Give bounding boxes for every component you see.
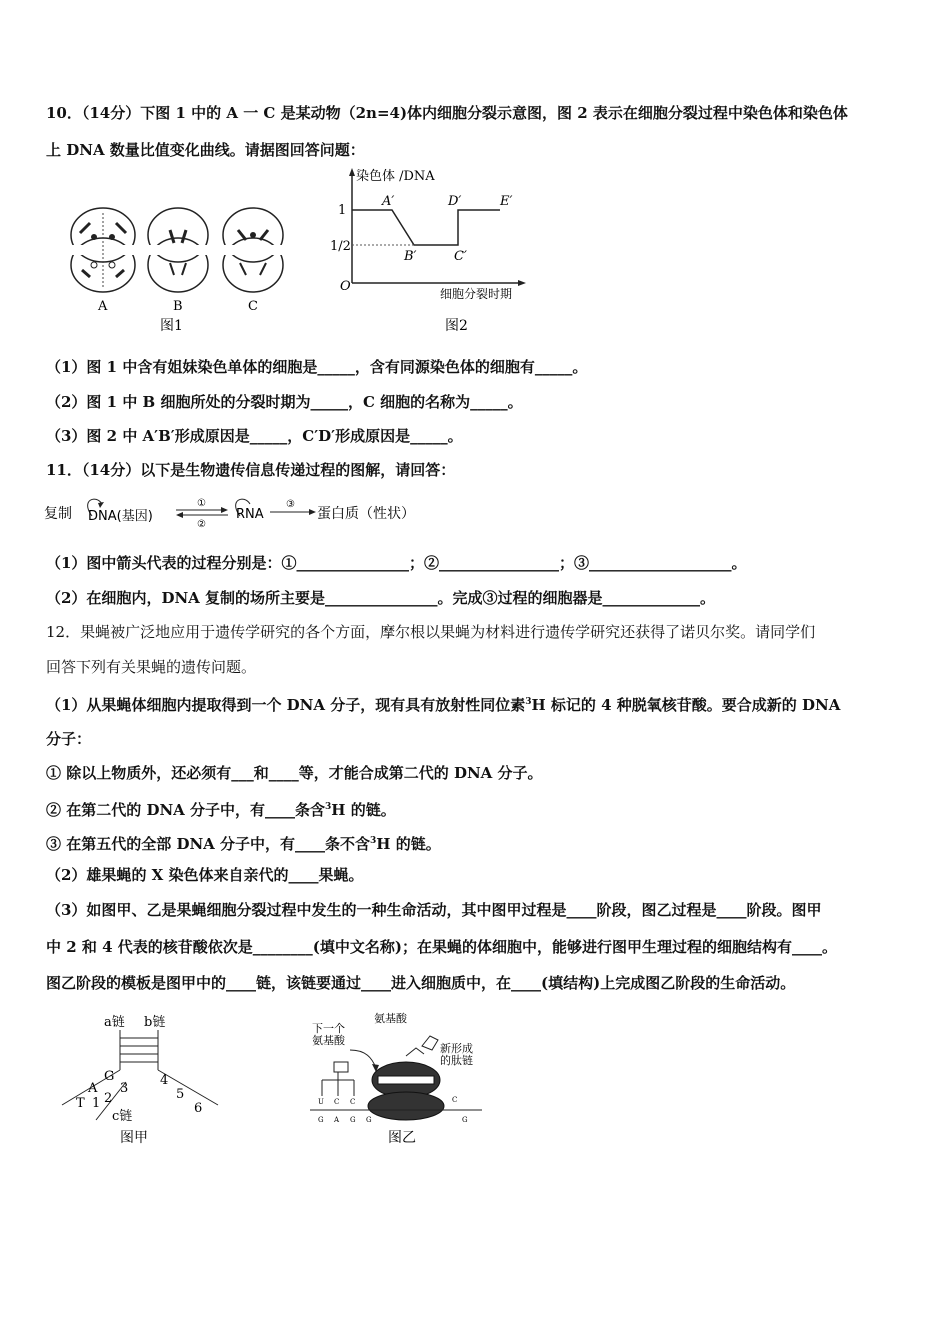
q10-line1: 10．（14分）下图 1 中的 A 一 C 是某动物（2n=4)体内细胞分裂示意图，图 2 表示在细胞分裂过程中染色体和染色体: [46, 104, 848, 122]
point-c: C′: [454, 249, 467, 264]
cell-label-b: B: [173, 299, 183, 314]
next-amino-label: 下一个: [312, 1022, 345, 1035]
central-dogma-diagram: [44, 494, 444, 530]
figure-2-caption: 图2: [445, 318, 468, 334]
codon-a: A: [334, 1116, 340, 1124]
rna-label: RNA: [236, 507, 264, 522]
origin-label: O: [340, 279, 351, 294]
codon-g4: G: [462, 1116, 468, 1124]
base-g: G: [104, 1069, 115, 1084]
new-chain-label-2: 的肽链: [440, 1054, 473, 1067]
q12-sub2: （2）雄果蝇的 X 染色体来自亲代的____果蝇。: [46, 866, 364, 884]
q12-sub3-l1: （3）如图甲、乙是果蝇细胞分裂过程中发生的一种生命活动，其中图甲过程是____阶段，图乙过程是____阶段。图甲: [46, 901, 822, 919]
base-t: T: [76, 1096, 85, 1111]
q12-item1: ① 除以上物质外，还必须有___和____等，才能合成第二代的 DNA 分子。: [46, 764, 543, 782]
figure-yi-caption: 图乙: [388, 1130, 416, 1146]
base-5: 5: [176, 1087, 185, 1102]
figure-jia-caption: 图甲: [120, 1130, 148, 1146]
base-4: 4: [160, 1073, 169, 1088]
protein-label: 蛋白质（性状）: [317, 506, 415, 522]
next-amino-label-2: 氨基酸: [312, 1034, 345, 1047]
codon-g1: G: [318, 1116, 324, 1124]
codon-c2: C: [350, 1098, 356, 1106]
arrow-3-label: ③: [286, 499, 295, 510]
arrow-1-label: ①: [197, 498, 206, 509]
codon-c3: C: [452, 1096, 458, 1104]
point-a: A′: [382, 194, 395, 209]
figure-1-cells: [60, 205, 300, 335]
q11-line1: 11．（14分）以下是生物遗传信息传递过程的图解，请回答：: [46, 461, 456, 479]
q10-sub1: （1）图 1 中含有姐妹染色单体的细胞是_____，含有同源染色体的细胞有_____。: [46, 358, 588, 376]
base-1: 1: [92, 1096, 101, 1111]
c-chain-label: c链: [112, 1109, 133, 1124]
ratio-curve: [352, 210, 500, 245]
new-chain-label: 新形成: [440, 1042, 473, 1055]
point-e: E′: [500, 194, 513, 209]
q11-sub2: （2）在细胞内，DNA 复制的场所主要是_______________。完成③过程的细胞器是_____________。: [46, 589, 716, 607]
codon-c1: C: [334, 1098, 340, 1106]
replication-label: 复制: [44, 506, 72, 522]
figure-1-caption: 图1: [160, 318, 183, 334]
y-tick-1: 1: [338, 203, 347, 218]
base-3: 3: [120, 1081, 129, 1096]
x-axis-label: 细胞分裂时期: [440, 287, 513, 301]
q10-sub3: （3）图 2 中 A′B′形成原因是_____，C′D′形成原因是_____。: [46, 427, 463, 445]
ribosome-small: [368, 1092, 444, 1120]
y-tick-half: 1/2: [330, 239, 351, 254]
b-chain-label: b链: [144, 1015, 166, 1030]
figure-yi: [306, 1010, 486, 1150]
base-2: 2: [104, 1091, 113, 1106]
q12-sub1-cont: 分子：: [46, 730, 92, 748]
q12-item2: ② 在第二代的 DNA 分子中，有____条含$^3$H 的链。: [46, 801, 396, 819]
dna-label: DNA(基因): [88, 509, 153, 524]
codon-g3: G: [366, 1116, 372, 1124]
q10-line2: 上 DNA 数量比值变化曲线。请据图回答问题：: [46, 141, 365, 159]
q12-line2: 回答下列有关果蝇的遗传问题。: [46, 658, 257, 676]
q12-item3: ③ 在第五代的全部 DNA 分子中，有____条不含$^3$H 的链。: [46, 835, 441, 853]
a-chain-label: a链: [104, 1015, 125, 1030]
base-a: A: [88, 1081, 98, 1096]
cell-label-a: A: [98, 299, 108, 314]
q12-sub3-l3: 图乙阶段的模板是图甲中的____链，该链要通过____进入细胞质中，在____(填结构)上完成图乙阶段的生命活动。: [46, 974, 796, 992]
y-axis-label: 染色体 /DNA: [356, 169, 435, 184]
q12-sub1: （1）从果蝇体细胞内提取得到一个 DNA 分子，现有具有放射性同位素$^3$H 标记的 4 种脱氧核苷酸。要合成新的 DNA: [46, 696, 841, 714]
figure-2-chart: [330, 165, 530, 337]
q10-sub2: （2）图 1 中 B 细胞所处的分裂时期为_____，C 细胞的名称为_____。: [46, 393, 523, 411]
arrow-2-label: ②: [197, 519, 206, 530]
point-b: B′: [404, 249, 417, 264]
base-6: 6: [194, 1101, 203, 1116]
cell-a: [71, 208, 135, 292]
cell-label-c: C: [248, 299, 258, 314]
codon-u: U: [318, 1098, 324, 1106]
figure-jia: [56, 1010, 236, 1150]
q11-sub1: （1）图中箭头代表的过程分别是：①_______________；②________________；③___________________。: [46, 554, 747, 572]
point-d: D′: [448, 194, 462, 209]
q12-line1: 12．果蝇被广泛地应用于遗传学研究的各个方面，摩尔根以果蝇为材料进行遗传学研究还获得了诺贝尔奖。请同学们: [46, 623, 816, 641]
amino-acid-label: 氨基酸: [374, 1012, 407, 1025]
cell-b: [148, 208, 208, 292]
q12-sub3-l2: 中 2 和 4 代表的核苷酸依次是________(填中文名称)；在果蝇的体细胞中，能够进行图甲生理过程的细胞结构有____。: [46, 938, 837, 956]
codon-g2: G: [350, 1116, 356, 1124]
cell-c: [223, 208, 283, 292]
